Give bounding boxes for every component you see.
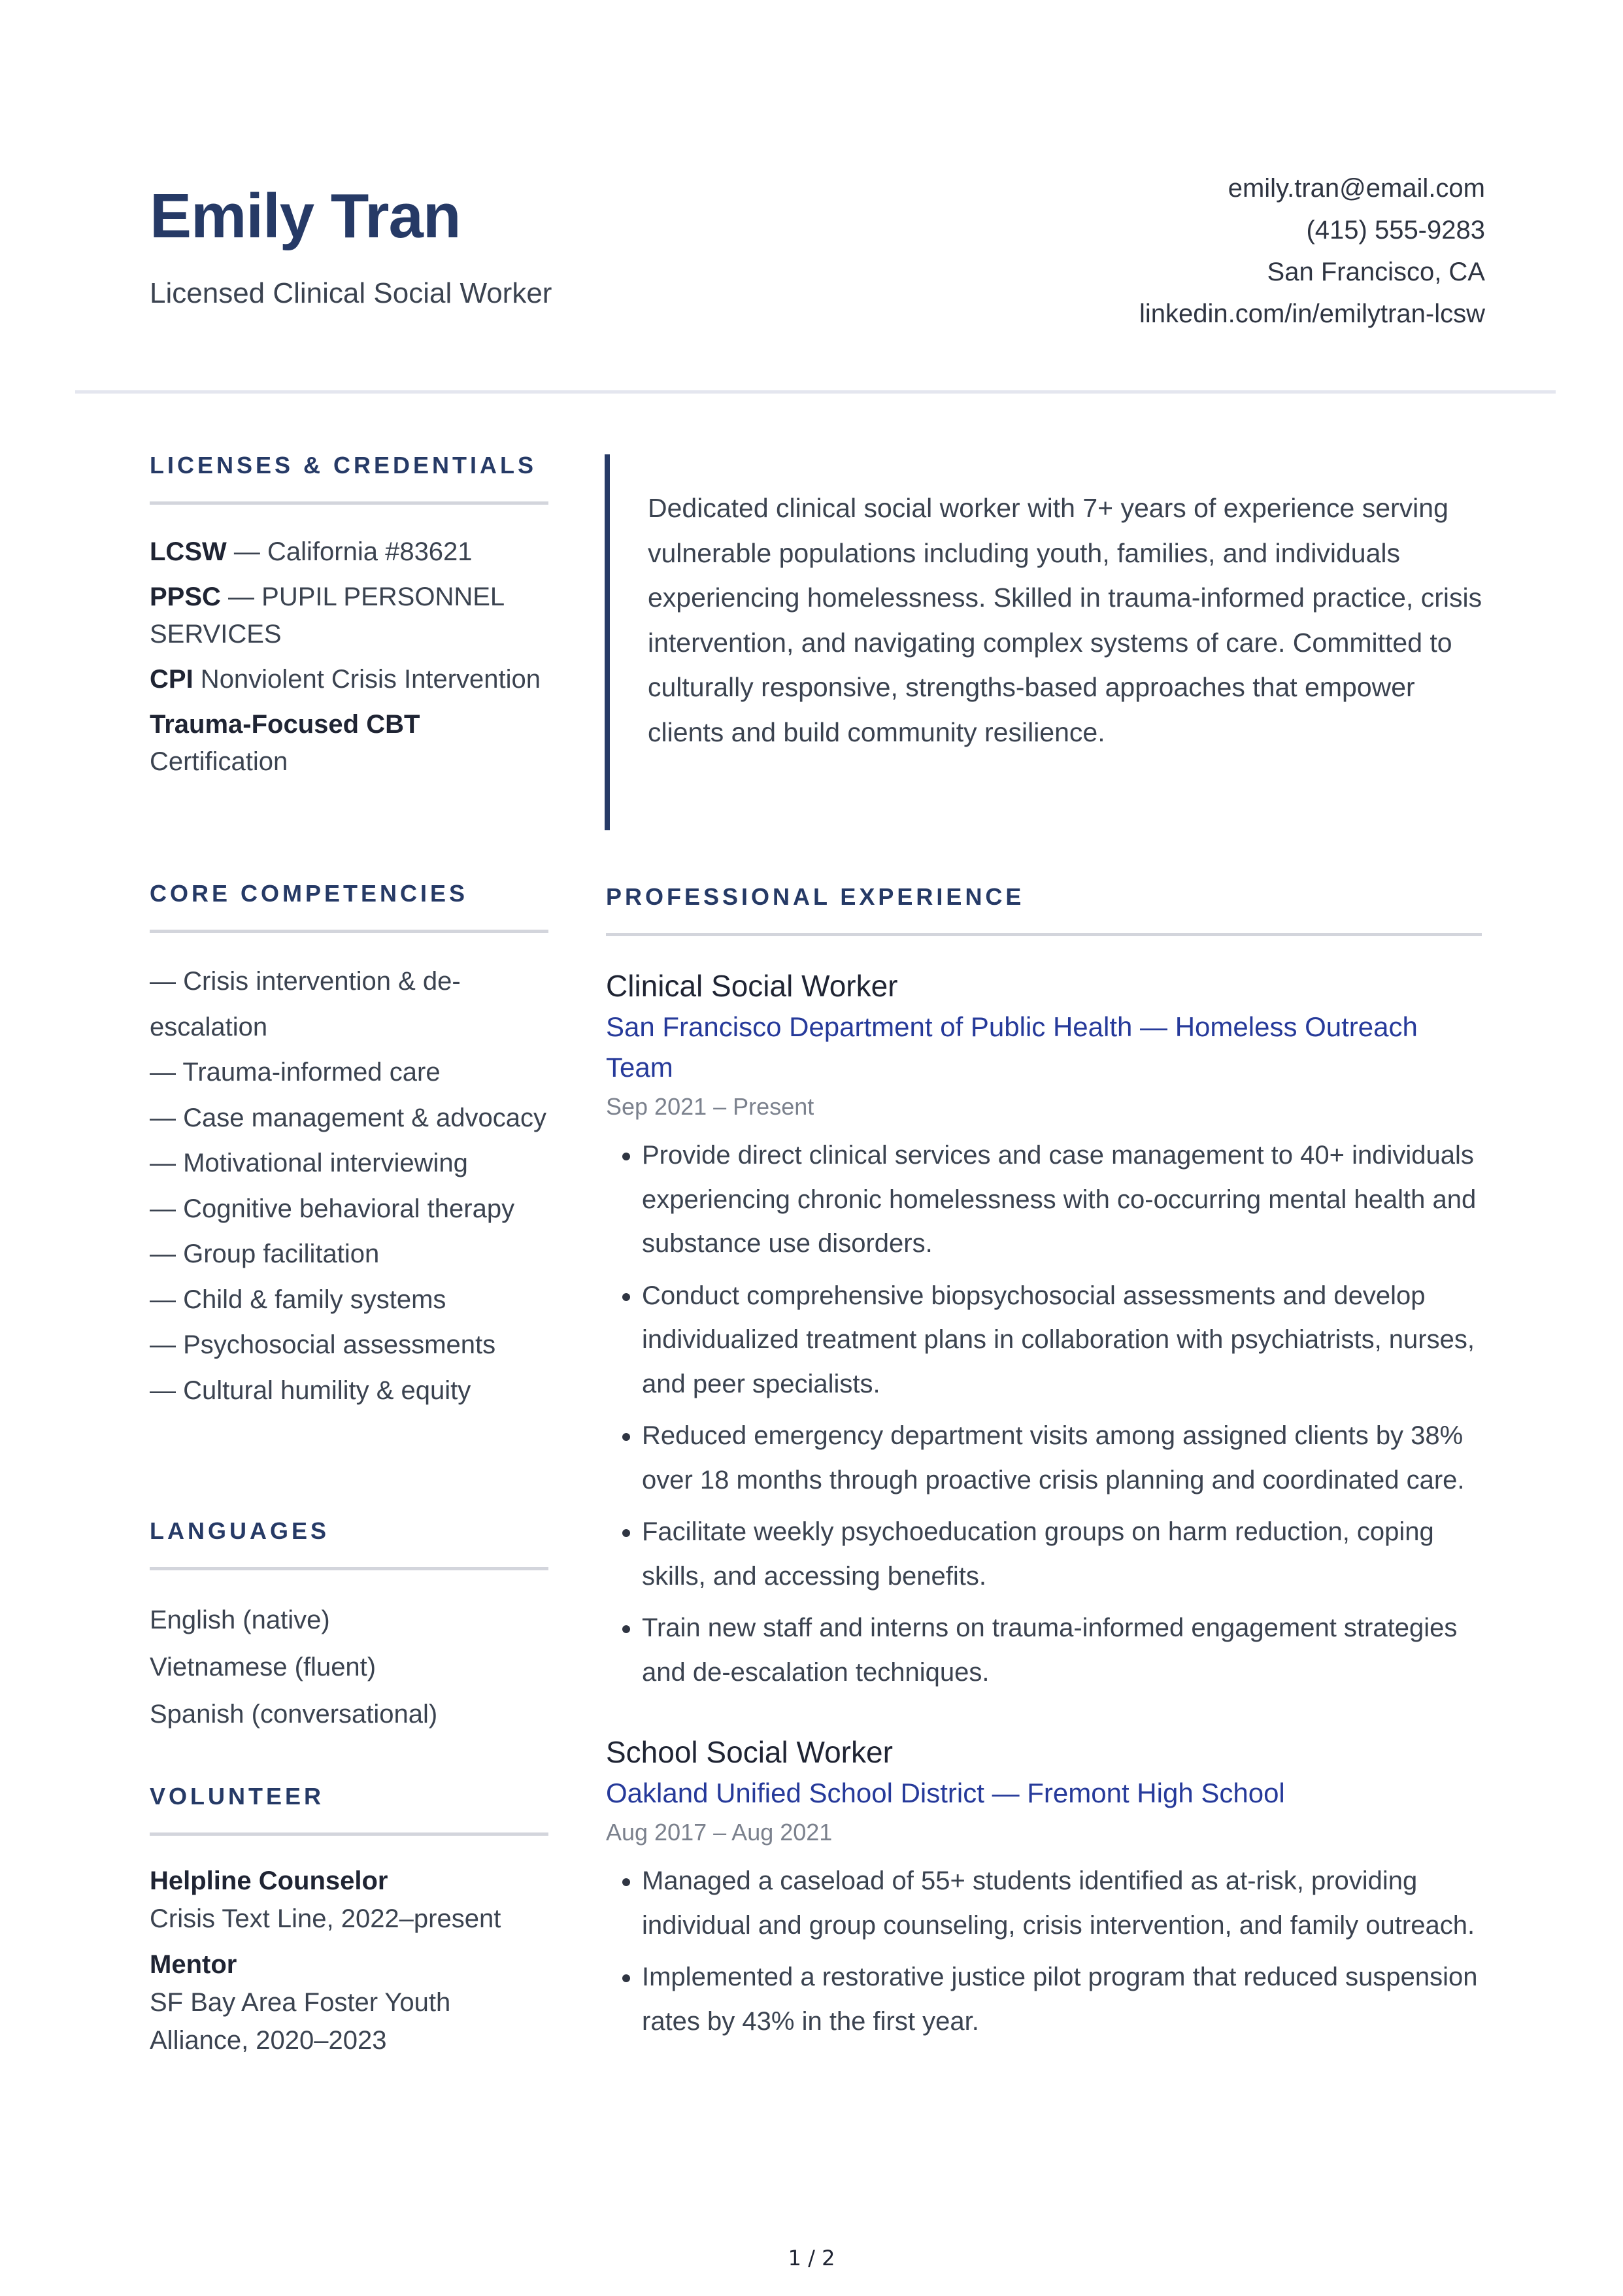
credential-item: CPI Nonviolent Crisis Intervention xyxy=(150,665,541,694)
licenses-section xyxy=(150,451,548,781)
job-title: School Social Worker xyxy=(606,1735,893,1770)
competencies-divider xyxy=(150,930,548,933)
volunteer-role: Mentor xyxy=(150,1950,237,1980)
competency-item: — Psychosocial assessments xyxy=(150,1330,496,1360)
job-bullet: • Implemented a restorative justice pilot program that reduced suspension rates by 43% in the first year. xyxy=(642,1955,1482,2044)
job-bullet: • Train new staff and interns on trauma-informed engagement strategies and de-escalation techniques. xyxy=(642,1606,1482,1695)
credential-item: PPSC — PUPIL PERSONNEL SERVICES xyxy=(150,582,504,649)
language-item: English (native) xyxy=(150,1606,330,1635)
job-dates: Sep 2021 – Present xyxy=(606,1093,814,1121)
volunteer-role: Helpline Counselor xyxy=(150,1866,388,1896)
job-entry xyxy=(606,965,1482,1695)
language-item: Vietnamese (fluent) xyxy=(150,1653,376,1682)
experience-divider xyxy=(606,933,1482,936)
languages-section xyxy=(150,1517,548,1738)
contact-phone[interactable]: (415) 555-9283 xyxy=(1306,216,1485,245)
languages-heading: LANGUAGES xyxy=(150,1517,330,1544)
competencies-heading: CORE COMPETENCIES xyxy=(150,880,469,907)
languages-divider xyxy=(150,1567,548,1570)
volunteer-org: Crisis Text Line, 2022–present xyxy=(150,1904,501,1934)
licenses-heading: LICENSES & CREDENTIALS xyxy=(150,452,537,479)
credential-item: Trauma-Focused CBT Certification xyxy=(150,710,420,777)
volunteer-item xyxy=(150,1946,548,2059)
contact-email[interactable]: emily.tran@email.com xyxy=(1228,174,1485,203)
competency-item: — Motivational interviewing xyxy=(150,1149,468,1178)
competency-item: — Trauma-informed care xyxy=(150,1058,441,1087)
job-entry xyxy=(606,1731,1482,2044)
job-bullets xyxy=(606,1859,1482,2044)
job-org: San Francisco Department of Public Health — Homeless Outreach Team xyxy=(606,1011,1418,1083)
contact-location: San Francisco, CA xyxy=(1267,258,1485,286)
competency-item: — Child & family systems xyxy=(150,1285,446,1314)
page-number: 1 / 2 xyxy=(788,2246,835,2271)
volunteer-heading: VOLUNTEER xyxy=(150,1783,325,1810)
job-org: Oakland Unified School District — Fremont High School xyxy=(606,1778,1285,1809)
competency-item: — Cognitive behavioral therapy xyxy=(150,1194,515,1223)
contact-linkedin[interactable]: linkedin.com/in/emilytran-lcsw xyxy=(1139,299,1485,328)
competency-item: — Crisis intervention & de-escalation xyxy=(150,967,461,1041)
job-bullet: • Managed a caseload of 55+ students identified as at-risk, providing individual and group counseling, crisis intervention, and family outreach. xyxy=(642,1859,1482,1948)
competency-item: — Case management & advocacy xyxy=(150,1103,546,1132)
licenses-divider xyxy=(150,501,548,505)
job-bullets xyxy=(606,1134,1482,1695)
job-bullet: • Reduced emergency department visits among assigned clients by 38% over 18 months through proactive crisis planning and coordinated care. xyxy=(642,1414,1482,1502)
competency-item: — Cultural humility & equity xyxy=(150,1376,471,1405)
experience-heading: PROFESSIONAL EXPERIENCE xyxy=(606,883,1025,910)
volunteer-section xyxy=(150,1782,548,2059)
candidate-name: Emily Tran xyxy=(150,181,461,251)
competency-item: — Group facilitation xyxy=(150,1240,380,1269)
volunteer-divider xyxy=(150,1832,548,1836)
job-bullet: • Facilitate weekly psychoeducation groups on harm reduction, coping skills, and accessing benefits. xyxy=(642,1510,1482,1598)
experience-section xyxy=(606,883,1482,2051)
credential-item: LCSW — California #83621 xyxy=(150,537,473,567)
contact-block xyxy=(1139,167,1485,335)
job-bullet: • Conduct comprehensive biopsychosocial assessments and develop individualized treatment plans in collaboration with psychiatrists, nurses, and peer specialists. xyxy=(642,1274,1482,1407)
sidebar xyxy=(150,451,548,2055)
job-title: Clinical Social Worker xyxy=(606,969,898,1004)
candidate-title: Licensed Clinical Social Worker xyxy=(150,277,552,309)
volunteer-item xyxy=(150,1862,548,1938)
job-bullet: • Provide direct clinical services and case management to 40+ individuals experiencing chronic homelessness with co-occurring mental health and substance use disorders. xyxy=(642,1134,1482,1266)
language-item: Spanish (conversational) xyxy=(150,1700,438,1729)
volunteer-org: SF Bay Area Foster Youth Alliance, 2020–2023 xyxy=(150,1988,451,2055)
job-dates: Aug 2017 – Aug 2021 xyxy=(606,1819,833,1846)
header-divider xyxy=(75,390,1556,394)
professional-summary: Dedicated clinical social worker with 7+ years of experience serving vulnerable populations including youth, families, and individuals experiencing homelessness. Skilled in trauma-informed practice, crisis intervention, and navigating complex systems of care. Committed to culturally responsive, strengths-based approaches that empower clients and build community resilience. xyxy=(605,454,1494,830)
competencies-section xyxy=(150,879,548,1413)
